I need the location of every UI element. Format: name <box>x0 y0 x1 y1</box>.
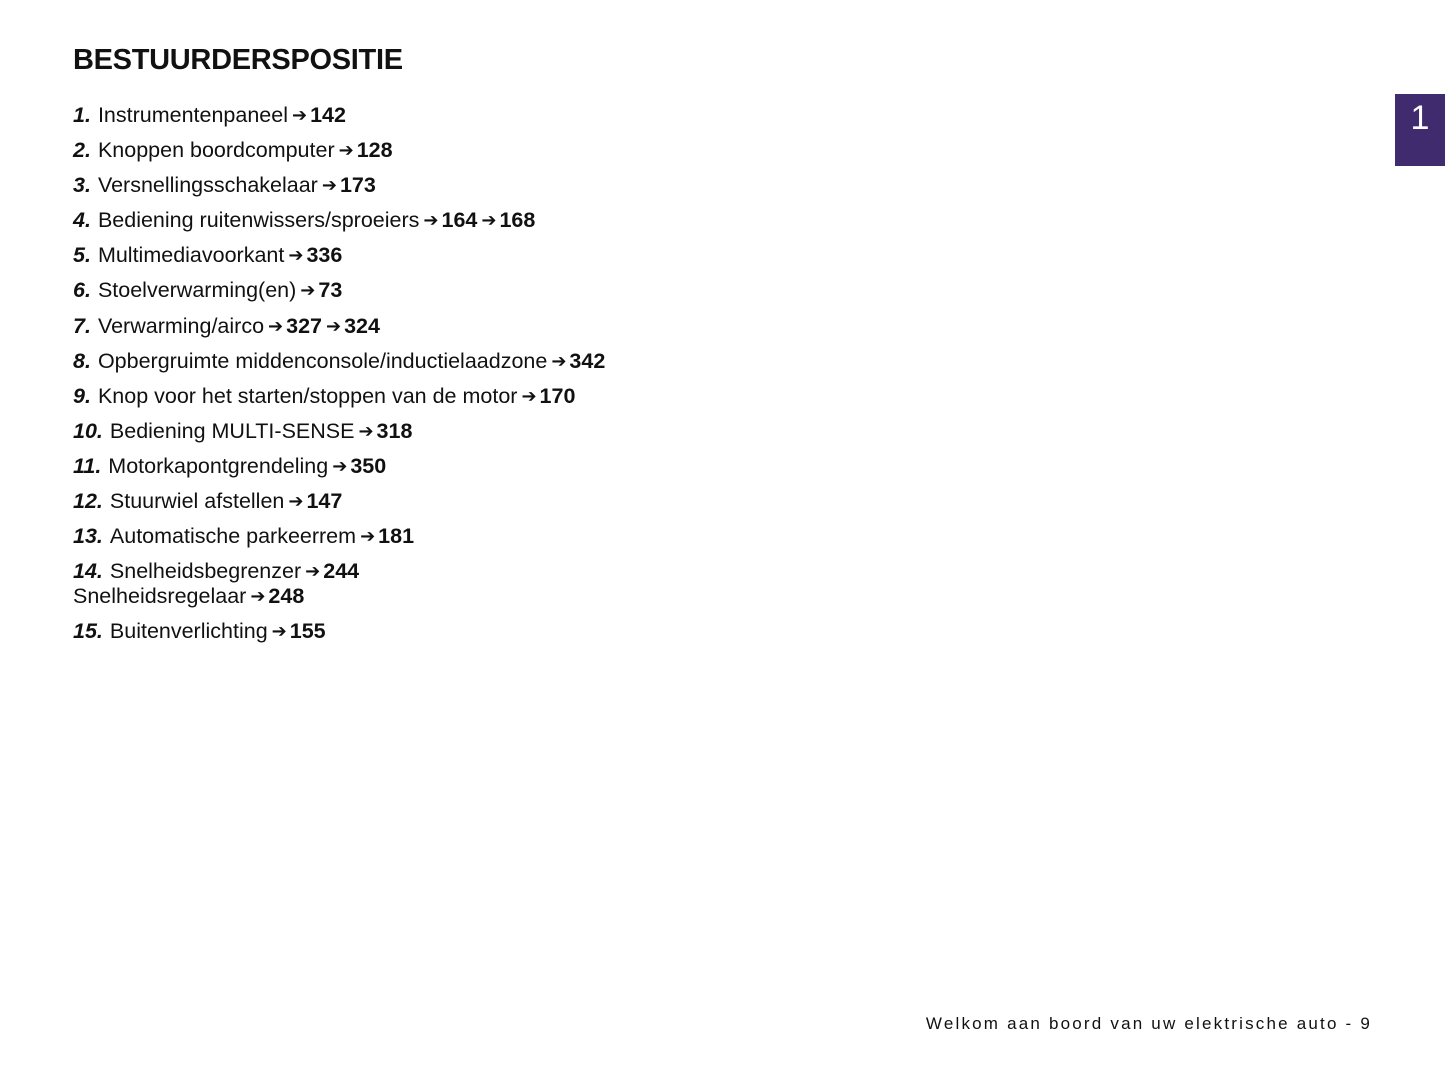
page-reference-link[interactable]: 342 <box>569 348 606 373</box>
list-item <box>73 554 973 614</box>
item-label: Opbergruimte middenconsole/inductielaadzone <box>97 348 548 373</box>
list-item <box>73 449 973 484</box>
item-number: 1. <box>73 103 91 127</box>
arrow-right-icon: ➔ <box>551 350 567 371</box>
arrow-right-icon: ➔ <box>250 586 266 607</box>
list-item <box>73 203 973 238</box>
item-number: 2. <box>73 138 91 163</box>
item-number: 5. <box>73 243 91 268</box>
page-reference-link[interactable]: 128 <box>356 138 393 163</box>
page-reference-link[interactable]: 168 <box>499 208 536 233</box>
page-footer: Welkom aan boord van uw elektrische auto - 9 <box>925 1014 1372 1033</box>
arrow-right-icon: ➔ <box>332 455 348 476</box>
page-reference-link[interactable]: 324 <box>344 313 380 338</box>
page-reference-link[interactable]: 142 <box>310 103 346 127</box>
arrow-right-icon: ➔ <box>360 526 376 547</box>
list-item <box>73 484 973 519</box>
page-reference-link[interactable]: 244 <box>323 559 360 584</box>
arrow-right-icon: ➔ <box>321 175 337 196</box>
item-label: Knoppen boordcomputer <box>97 138 335 163</box>
item-label: Multimediavoorkant <box>97 243 285 268</box>
item-number: 8. <box>73 348 91 373</box>
component-list <box>73 98 973 649</box>
arrow-right-icon: ➔ <box>358 420 374 441</box>
list-item <box>73 238 973 273</box>
arrow-right-icon: ➔ <box>481 210 497 231</box>
item-number: 10. <box>73 418 103 443</box>
page-reference-link[interactable]: 173 <box>339 173 376 198</box>
arrow-right-icon: ➔ <box>268 315 284 336</box>
arrow-right-icon: ➔ <box>521 385 537 406</box>
list-item <box>73 344 973 379</box>
arrow-right-icon: ➔ <box>291 105 308 125</box>
item-label: Stuurwiel afstellen <box>109 489 285 514</box>
list-item <box>73 309 973 344</box>
list-item <box>73 614 973 649</box>
item-number: 13. <box>73 524 103 549</box>
item-number: 15. <box>73 619 103 644</box>
list-item <box>73 414 973 449</box>
arrow-right-icon: ➔ <box>288 491 304 512</box>
item-number: 3. <box>73 173 91 198</box>
item-label: Snelheidsbegrenzer <box>109 559 302 584</box>
page-reference-link[interactable]: 170 <box>539 383 576 408</box>
page-reference-link[interactable]: 318 <box>376 418 413 443</box>
item-label: Knop voor het starten/stoppen van de motor <box>97 383 518 408</box>
item-sub-line <box>73 584 973 609</box>
page-reference-link[interactable]: 336 <box>306 243 343 268</box>
list-item <box>73 379 973 414</box>
list-item <box>73 133 973 168</box>
item-number: 9. <box>73 383 91 408</box>
page-reference-link[interactable]: 147 <box>306 489 343 514</box>
item-number: 12. <box>73 489 103 514</box>
list-item <box>73 273 973 308</box>
page-reference-link[interactable]: 164 <box>441 208 478 233</box>
item-label: Versnellingsschakelaar <box>97 173 318 198</box>
list-item <box>73 98 973 133</box>
page-title: BESTUURDERSPOSITIE <box>73 44 403 76</box>
arrow-right-icon: ➔ <box>300 280 316 301</box>
item-label: Buitenverlichting <box>109 619 268 644</box>
arrow-right-icon: ➔ <box>271 621 287 642</box>
item-label: Bediening MULTI-SENSE <box>109 418 355 443</box>
item-number: 6. <box>73 278 91 303</box>
arrow-right-icon: ➔ <box>326 315 342 336</box>
item-label: Instrumentenpaneel <box>97 103 288 127</box>
page-reference-link[interactable]: 327 <box>286 313 322 338</box>
item-label: Stoelverwarming(en) <box>97 278 297 303</box>
chapter-tab: 1 <box>1395 94 1445 166</box>
page-reference-link[interactable]: 155 <box>289 619 326 644</box>
arrow-right-icon: ➔ <box>288 245 304 266</box>
item-label: Bediening ruitenwissers/sproeiers <box>97 208 420 233</box>
page-reference-link[interactable]: 181 <box>378 524 415 549</box>
item-number: 7. <box>73 313 91 338</box>
item-number: 4. <box>73 208 91 233</box>
item-number: 14. <box>73 559 103 584</box>
item-label: Automatische parkeerrem <box>109 524 357 549</box>
item-sub-label: Snelheidsregelaar <box>73 584 247 609</box>
arrow-right-icon: ➔ <box>305 561 321 582</box>
page-reference-link[interactable]: 350 <box>350 453 387 478</box>
arrow-right-icon: ➔ <box>338 140 354 161</box>
item-label: Motorkapontgrendeling <box>108 453 329 478</box>
item-label: Verwarming/airco <box>97 313 265 338</box>
item-number: 11. <box>73 453 102 478</box>
list-item <box>73 168 973 203</box>
list-item <box>73 519 973 554</box>
page-reference-link[interactable]: 248 <box>268 584 305 609</box>
page-reference-link[interactable]: 73 <box>318 278 343 303</box>
arrow-right-icon: ➔ <box>423 210 439 231</box>
